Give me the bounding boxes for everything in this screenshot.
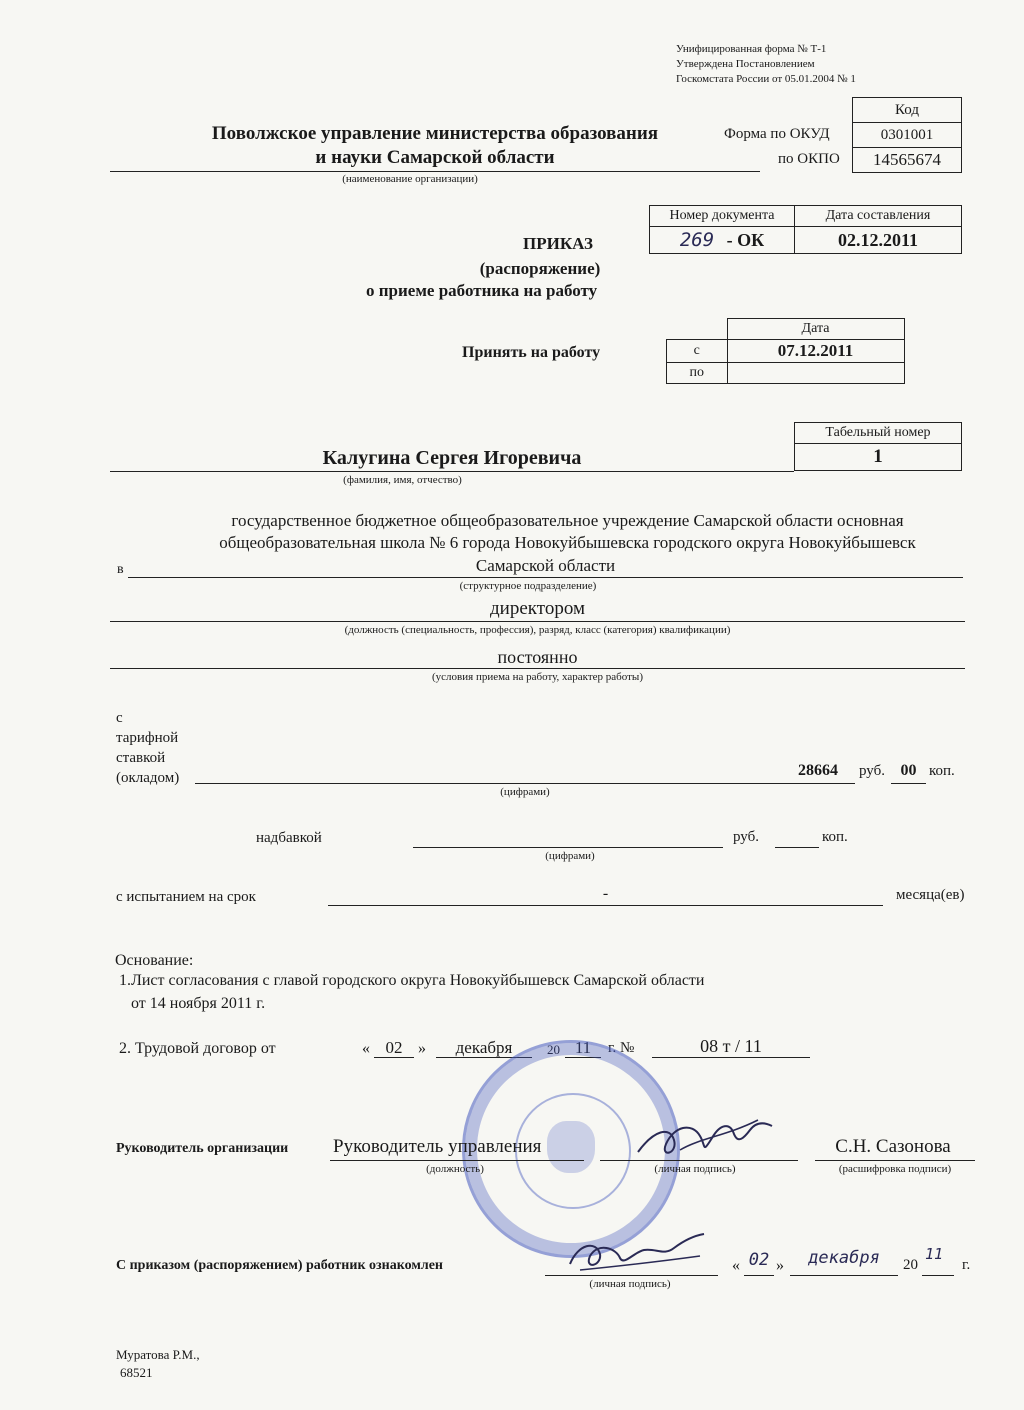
manager-decode-underline [815,1160,975,1161]
employee-caption: (фамилия, имя, отчество) [343,474,462,486]
basis-item-2-year-suffix: г. № [608,1040,635,1056]
manager-position-caption: (должность) [426,1163,484,1175]
ack-year-prefix: 20 [903,1257,918,1273]
basis-item-2-label: 2. Трудовой договор от [119,1040,276,1057]
bonus-underline [413,847,723,848]
basis-item-2-day-underline [374,1057,414,1058]
bonus-rub-label: руб. [733,829,759,845]
salary-label-line-2: тарифной [116,730,179,746]
unit-line-2: общеобразовательная школа № 6 города Новокуйбышевска городского округа Новокуйбышевск [219,533,916,552]
tab-number-header: Табельный номер [795,423,962,444]
organization-caption: (наименование организации) [342,173,478,185]
basis-item-2-year-prefix: 20 [547,1042,560,1057]
salary-kop-label: коп. [929,763,955,779]
order-subtitle: о приеме работника на работу [366,281,598,300]
basis-item-2-open-quote: « [362,1040,370,1057]
order-title-line-2: (распоряжение) [479,259,601,278]
ack-date-day-underline [744,1275,774,1276]
unit-line-1: государственное бюджетное общеобразовательное учреждение Самарской области основная [231,511,904,530]
okpo-value: 14565674 [853,148,962,173]
probation-unit: месяца(ев) [896,887,965,903]
okpo-label: по ОКПО [778,151,840,167]
salary-underline [195,783,855,784]
salary-label-line-1: с [116,710,123,726]
salary-kop-value: 00 [900,762,917,779]
footer-author-name: Муратова Р.М., [116,1347,200,1362]
employee-name: Калугина Сергея Игоревича [322,447,582,469]
conditions-underline [110,668,965,669]
ack-date-close-quote: » [776,1257,784,1274]
basis-item-2-year: 11 [574,1038,592,1057]
hire-date-header: Дата [727,319,904,340]
hire-label: Принять на работу [462,344,601,361]
ack-label: С приказом (распоряжением) работник ознакомлен [116,1258,443,1273]
conditions-value: постоянно [497,647,578,667]
probation-label: с испытанием на срок [116,889,256,905]
hire-to-label: по [667,363,728,384]
codes-table [852,97,962,173]
hire-from-value: 07.12.2011 [727,340,904,363]
unit-line-3: Самарской области [475,556,616,575]
doc-number-suffix: - ОК [726,230,765,250]
doc-number-table [649,205,962,254]
manager-decode-caption: (расшифровка подписи) [838,1163,952,1175]
hire-date-table [666,318,905,384]
footer-author [116,1346,200,1382]
form-reference-line-3: Госкомстата России от 05.01.2004 № 1 [676,73,856,85]
hire-date-empty [667,319,728,340]
okud-label: Форма по ОКУД [724,126,830,142]
form-reference [676,42,856,87]
salary-label-line-4: (окладом) [116,770,180,786]
ack-year-hand: 11 [925,1245,944,1263]
salary-label-line-3: ставкой [116,750,166,766]
unit-caption: (структурное подразделение) [459,580,597,592]
basis-title: Основание: [115,952,194,969]
basis-item-2-number-underline [652,1057,810,1058]
doc-number-header: Номер документа [650,206,795,227]
doc-date-header: Дата составления [795,206,962,227]
ack-year-suffix: г. [962,1257,971,1273]
coat-of-arms-icon [547,1121,595,1173]
position-caption: (должность (специальность, профессия), разряд, класс (категория) квалификации) [344,624,731,636]
tab-number-table [794,422,962,471]
tab-number-value: 1 [795,444,962,471]
ack-year-underline [922,1275,954,1276]
bonus-caption: (цифрами) [545,850,595,862]
basis-item-2-close-quote: » [418,1040,426,1057]
ack-date-month-underline [790,1275,898,1276]
organization-name [110,122,760,170]
code-header: Код [853,98,962,123]
bonus-kop-label: коп. [822,829,848,845]
ack-date-open-quote: « [732,1257,740,1274]
manager-position-underline [330,1160,584,1161]
salary-kop-underline [891,783,926,784]
form-reference-line-2: Утверждена Постановлением [676,58,815,70]
ack-date-month: декабря [808,1248,880,1268]
position-underline [110,621,965,622]
basis-item-2-day: 02 [385,1038,403,1057]
ack-signature-caption: (личная подпись) [589,1278,671,1290]
organization-underline [110,171,760,172]
basis-item-1-line-2: от 14 ноября 2011 г. [131,995,266,1012]
probation-underline [328,905,883,906]
hire-from-label: с [667,340,728,363]
manager-signature-image [630,1108,780,1164]
doc-number-cell [650,227,795,254]
basis-item-1-line-1: 1.Лист согласования с главой городского округа Новокуйбышевск Самарской области [119,972,705,989]
salary-rub-label: руб. [859,763,885,779]
form-reference-line-1: Унифицированная форма № Т-1 [676,43,827,55]
unit-prefix: в [117,562,124,577]
order-title [420,231,660,281]
employee-underline [110,471,794,472]
order-title-line-1: ПРИКАЗ [523,234,593,253]
doc-date-value: 02.12.2011 [795,227,962,254]
unit-text [110,510,1024,554]
basis-item-2-month: декабря [455,1038,513,1057]
okud-value: 0301001 [853,123,962,148]
position-value: директором [490,598,585,619]
bonus-label: надбавкой [256,830,322,846]
manager-decode: С.Н. Сазонова [835,1136,951,1157]
ack-date-day: 02 [748,1250,770,1270]
probation-value: - [602,885,609,902]
conditions-caption: (условия приема на работу, характер работы) [432,671,643,683]
manager-position: Руководитель управления [333,1136,542,1157]
bonus-kop-underline [775,847,819,848]
footer-author-phone: 68521 [120,1365,153,1380]
hire-to-value [727,363,904,384]
basis-item-2-number: 08 т / 11 [700,1036,762,1056]
organization-name-line-2: и науки Самарской области [315,147,555,168]
manager-signature-caption: (личная подпись) [654,1163,736,1175]
salary-caption: (цифрами) [500,786,550,798]
employee-signature-image [560,1226,710,1278]
salary-label [116,708,179,788]
manager-label: Руководитель организации [116,1141,289,1156]
unit-underline [128,577,963,578]
salary-rub-value: 28664 [798,762,838,779]
organization-name-line-1: Поволжское управление министерства образования [211,123,659,144]
doc-number-handwritten: 269 [679,229,715,251]
